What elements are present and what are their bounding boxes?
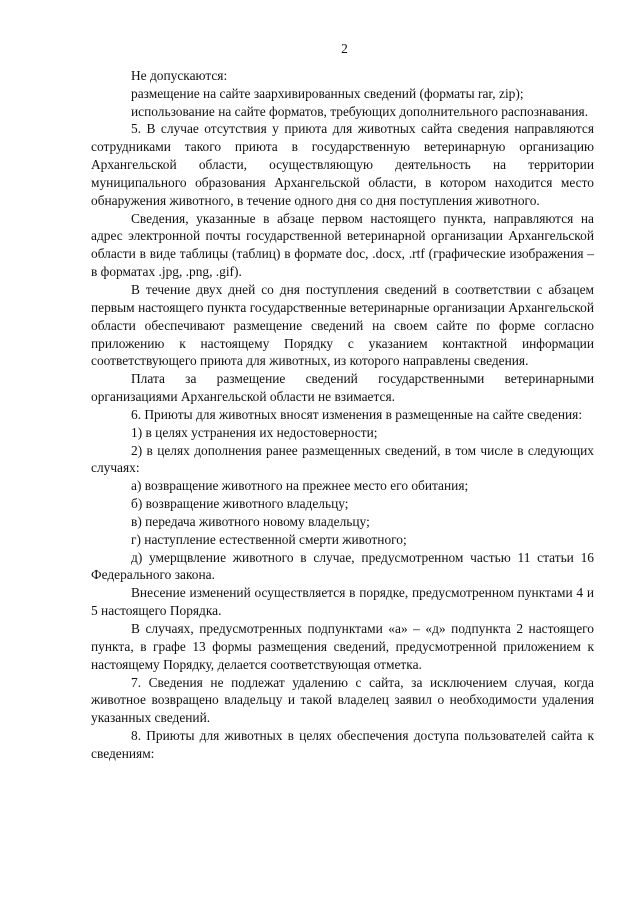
list-item: г) наступление естественной смерти животного;: [131, 531, 407, 547]
paragraph: 7. Сведения не подлежат удалению с сайта, за исключением случая, когда животное возвращено владельцу и такой владелец заявил о необходимости удаления указанных сведений.: [91, 674, 594, 726]
list-item: 2) в целях дополнения ранее размещенных сведений, в том числе в следующих случаях:: [91, 442, 594, 476]
list-item: д) умерщвление животного в случае, предусмотренном частью 11 статьи 16 Федерального закона.: [91, 549, 594, 583]
paragraph: В случаях, предусмотренных подпунктами «а» – «д» подпункта 2 настоящего пункта, в графе 13 формы размещения сведений, предусмотренной приложением к настоящему Порядку, делается соответствующая отметка.: [91, 621, 594, 672]
list-item: в) передача животного новому владельцу;: [131, 513, 370, 529]
page-number: 2: [341, 41, 348, 56]
list-item: а) возвращение животного на прежнее место его обитания;: [131, 478, 469, 494]
paragraph: Внесение изменений осуществляется в порядке, предусмотренном пунктами 4 и 5 настоящего Порядка.: [91, 585, 594, 619]
paragraph: Сведения, указанные в абзаце первом настоящего пункта, направляются на адрес электронной почты государственной ветеринарной организации Архангельской области в виде таблицы (таблиц) в формате doc, .docx, .rtf (графические изображения – в форматах .jpg, .png, .gif).: [91, 210, 594, 280]
paragraph: использование на сайте форматов, требующих дополнительного распознавания.: [131, 103, 589, 119]
paragraph: Не допускаются:: [131, 67, 228, 83]
paragraph: размещение на сайте заархивированных сведений (форматы rar, zip);: [131, 85, 524, 101]
paragraph: 5. В случае отсутствия у приюта для животных сайта сведения направляются сотрудниками такого приюта в государственную ветеринарную организацию Архангельской области, осуществляющую деятельность на территории муниципального образования Архангельской области, в котором находится место обнаружения животного, в течение одного дня со дня поступления животного.: [91, 121, 594, 208]
paragraph: Плата за размещение сведений государственными ветеринарными организациями Архангельской области не взимается.: [91, 371, 594, 405]
paragraph: 6. Приюты для животных вносят изменения в размещенные на сайте сведения:: [131, 406, 583, 422]
list-item: 1) в целях устранения их недостоверности;: [131, 424, 378, 440]
paragraph: 8. Приюты для животных в целях обеспечения доступа пользователей сайта к сведениям:: [91, 728, 594, 761]
list-item: б) возвращение животного владельцу;: [131, 496, 349, 512]
paragraph: В течение двух дней со дня поступления сведений в соответствии с абзацем первым настоящего пункта государственные ветеринарные организации Архангельской области обеспечивают размещение сведений на своем сайте по форме согласно приложению к настоящему Порядку с указанием контактной информации соответствующего приюта для животных, из которого направлены сведения.: [91, 281, 594, 369]
